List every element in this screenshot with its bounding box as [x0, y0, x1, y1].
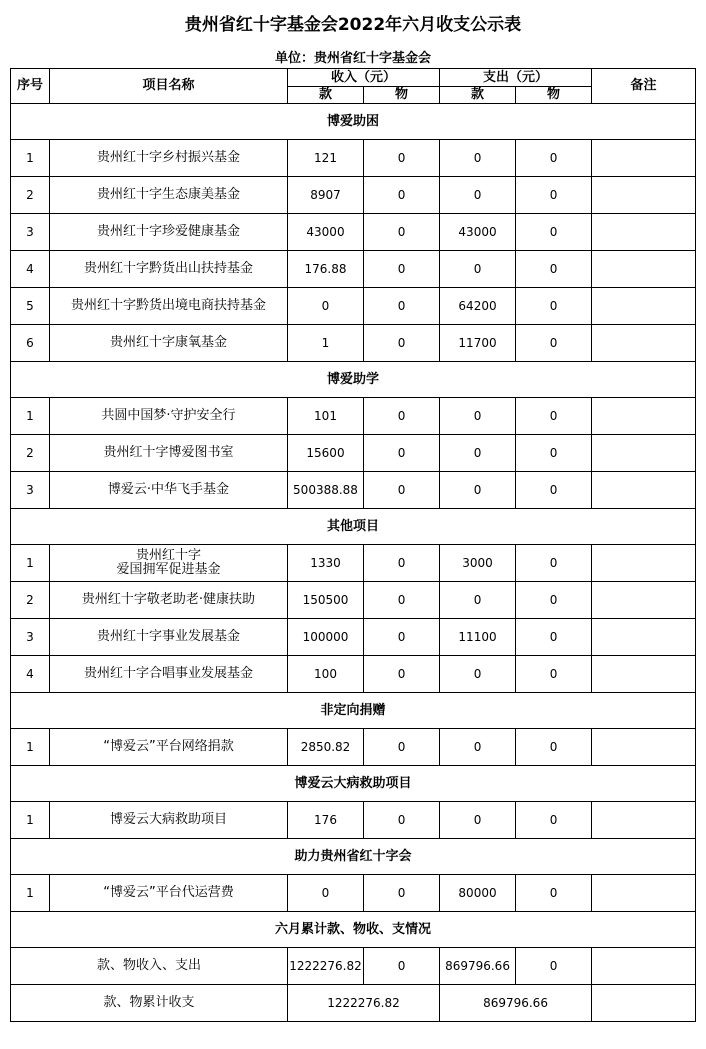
row-name [50, 325, 288, 362]
row-expense-money: 43000 [440, 214, 516, 251]
row-seq: 1 [11, 875, 50, 912]
row-remark [592, 582, 696, 619]
table-row [11, 398, 696, 435]
row-expense-goods: 0 [516, 288, 592, 325]
row-income-goods: 0 [364, 214, 440, 251]
summary-income-total: 1222276.82 [288, 985, 440, 1022]
row-expense-goods: 0 [516, 656, 592, 693]
row-name-text: 贵州红十字乡村振兴基金 [96, 150, 240, 165]
row-name-text: 贵州红十字黔货出山扶持基金 [83, 261, 253, 276]
row-name [50, 177, 288, 214]
row-name [50, 729, 288, 766]
row-expense-money: 0 [440, 435, 516, 472]
row-income-goods: 0 [364, 582, 440, 619]
section-title: 其他项目 [11, 509, 696, 545]
summary-total-label: 款、物累计收支 [11, 985, 288, 1022]
row-name-text: 共圆中国梦·守护安全行 [101, 408, 236, 423]
row-expense-money: 11100 [440, 619, 516, 656]
header-income-goods: 物 [364, 87, 440, 104]
row-income-money: 2850.82 [288, 729, 364, 766]
row-remark [592, 619, 696, 656]
row-income-money: 176 [288, 802, 364, 839]
row-seq: 1 [11, 545, 50, 582]
section-title: 博爱云大病救助项目 [11, 766, 696, 802]
row-income-money: 100000 [288, 619, 364, 656]
row-name-text: 贵州红十字敬老助老·健康扶助 [81, 592, 256, 607]
row-remark [592, 875, 696, 912]
row-name [50, 545, 288, 582]
section-title: 非定向捐赠 [11, 693, 696, 729]
row-name-text: “博爱云”平台网络捐款 [103, 739, 234, 754]
finance-table [10, 68, 696, 1022]
page-title: 贵州省红十字基金会2022年六月收支公示表 [184, 15, 522, 35]
row-expense-goods: 0 [516, 251, 592, 288]
header-seq: 序号 [11, 69, 50, 104]
row-expense-money: 0 [440, 729, 516, 766]
row-name-text: 贵州红十字黔货出境电商扶持基金 [70, 298, 266, 313]
row-income-money: 150500 [288, 582, 364, 619]
row-income-money: 43000 [288, 214, 364, 251]
row-expense-money: 11700 [440, 325, 516, 362]
table-row [11, 582, 696, 619]
row-income-money: 176.88 [288, 251, 364, 288]
table-row [11, 802, 696, 839]
row-seq: 1 [11, 140, 50, 177]
table-row [11, 140, 696, 177]
section-row [11, 104, 696, 140]
row-income-goods: 0 [364, 545, 440, 582]
row-name-text: 贵州红十字合唱事业发展基金 [83, 666, 253, 681]
row-seq: 6 [11, 325, 50, 362]
table-row [11, 619, 696, 656]
row-remark [592, 288, 696, 325]
row-income-goods: 0 [364, 435, 440, 472]
row-name [50, 619, 288, 656]
table-row [11, 729, 696, 766]
row-income-money: 0 [288, 875, 364, 912]
section-row [11, 839, 696, 875]
section-row [11, 509, 696, 545]
row-expense-goods: 0 [516, 435, 592, 472]
row-seq: 2 [11, 435, 50, 472]
row-name [50, 288, 288, 325]
summary-total-row [11, 985, 696, 1022]
table-row [11, 214, 696, 251]
header-expense-money: 款 [440, 87, 516, 104]
header-expense: 支出（元） [440, 69, 592, 87]
row-income-money: 1330 [288, 545, 364, 582]
section-title: 助力贵州省红十字会 [11, 839, 696, 875]
row-name-text: 贵州红十字事业发展基金 [96, 629, 240, 644]
row-income-money: 100 [288, 656, 364, 693]
header-name: 项目名称 [50, 69, 288, 104]
row-name [50, 582, 288, 619]
summary-expense-goods: 0 [516, 948, 592, 985]
row-income-money: 8907 [288, 177, 364, 214]
row-income-money: 101 [288, 398, 364, 435]
row-name-text: 贵州红十字珍爱健康基金 [96, 224, 240, 239]
summary-section-row [11, 912, 696, 948]
row-name-text-line2: 爱国拥军促进基金 [116, 562, 221, 577]
row-expense-goods: 0 [516, 214, 592, 251]
row-remark [592, 140, 696, 177]
row-income-goods: 0 [364, 398, 440, 435]
row-name-text: 贵州红十字 [135, 548, 201, 563]
row-expense-money: 0 [440, 251, 516, 288]
row-income-goods: 0 [364, 325, 440, 362]
row-seq: 2 [11, 582, 50, 619]
row-name [50, 802, 288, 839]
row-name-text: “博爱云”平台代运营费 [103, 885, 234, 900]
header-income-money: 款 [288, 87, 364, 104]
row-name [50, 398, 288, 435]
row-name [50, 656, 288, 693]
row-income-goods: 0 [364, 619, 440, 656]
row-remark [592, 177, 696, 214]
row-income-goods: 0 [364, 177, 440, 214]
row-expense-money: 0 [440, 582, 516, 619]
row-income-goods: 0 [364, 729, 440, 766]
table-row [11, 251, 696, 288]
row-remark [592, 398, 696, 435]
row-seq: 1 [11, 398, 50, 435]
summary-row [11, 948, 696, 985]
row-name [50, 472, 288, 509]
header-row [11, 69, 696, 87]
row-expense-goods: 0 [516, 472, 592, 509]
row-expense-goods: 0 [516, 177, 592, 214]
summary-remark [592, 948, 696, 985]
row-expense-goods: 0 [516, 802, 592, 839]
row-income-goods: 0 [364, 251, 440, 288]
summary-title: 六月累计款、物收、支情况 [11, 912, 696, 948]
row-name-text: 博爱云·中华飞手基金 [107, 482, 230, 497]
row-expense-money: 64200 [440, 288, 516, 325]
row-name [50, 140, 288, 177]
summary-income-goods: 0 [364, 948, 440, 985]
row-name [50, 214, 288, 251]
summary-income-money: 1222276.82 [288, 948, 364, 985]
row-remark [592, 656, 696, 693]
table-row [11, 288, 696, 325]
row-expense-money: 0 [440, 140, 516, 177]
row-expense-money: 0 [440, 802, 516, 839]
row-income-money: 0 [288, 288, 364, 325]
table-row [11, 177, 696, 214]
row-seq: 5 [11, 288, 50, 325]
row-name-text: 博爱云大病救助项目 [109, 812, 227, 827]
table-row [11, 656, 696, 693]
header-income: 收入（元） [288, 69, 440, 87]
row-seq: 4 [11, 656, 50, 693]
row-income-goods: 0 [364, 875, 440, 912]
row-remark [592, 472, 696, 509]
row-income-goods: 0 [364, 140, 440, 177]
row-name [50, 251, 288, 288]
table-row [11, 545, 696, 582]
row-remark [592, 251, 696, 288]
row-seq: 1 [11, 729, 50, 766]
table-row [11, 435, 696, 472]
summary-total-remark [592, 985, 696, 1022]
row-expense-goods: 0 [516, 875, 592, 912]
row-remark [592, 214, 696, 251]
row-expense-money: 0 [440, 472, 516, 509]
row-income-goods: 0 [364, 656, 440, 693]
row-expense-goods: 0 [516, 619, 592, 656]
table-row [11, 472, 696, 509]
row-seq: 1 [11, 802, 50, 839]
row-expense-money: 3000 [440, 545, 516, 582]
row-seq: 2 [11, 177, 50, 214]
section-row [11, 693, 696, 729]
row-expense-goods: 0 [516, 398, 592, 435]
section-row [11, 766, 696, 802]
row-income-money: 15600 [288, 435, 364, 472]
summary-expense-money: 869796.66 [440, 948, 516, 985]
row-name-text: 贵州红十字生态康美基金 [96, 187, 240, 202]
row-expense-money: 0 [440, 177, 516, 214]
row-seq: 3 [11, 619, 50, 656]
section-title: 博爱助学 [11, 362, 696, 398]
row-remark [592, 729, 696, 766]
row-expense-money: 0 [440, 656, 516, 693]
row-name-text: 贵州红十字康氧基金 [109, 335, 227, 350]
row-remark [592, 802, 696, 839]
table-row [11, 325, 696, 362]
row-expense-money: 80000 [440, 875, 516, 912]
unit-label: 单位：贵州省红十字基金会 [274, 51, 431, 66]
row-seq: 3 [11, 472, 50, 509]
row-seq: 3 [11, 214, 50, 251]
summary-expense-total: 869796.66 [440, 985, 592, 1022]
row-income-money: 121 [288, 140, 364, 177]
row-income-money: 500388.88 [288, 472, 364, 509]
row-seq: 4 [11, 251, 50, 288]
header-remark: 备注 [592, 69, 696, 104]
row-expense-goods: 0 [516, 140, 592, 177]
row-income-goods: 0 [364, 802, 440, 839]
section-row [11, 362, 696, 398]
section-title: 博爱助困 [11, 104, 696, 140]
row-expense-money: 0 [440, 398, 516, 435]
row-income-goods: 0 [364, 288, 440, 325]
row-name [50, 435, 288, 472]
header-expense-goods: 物 [516, 87, 592, 104]
row-income-money: 1 [288, 325, 364, 362]
row-remark [592, 545, 696, 582]
table-row [11, 875, 696, 912]
row-name-text: 贵州红十字博爱图书室 [103, 445, 234, 460]
row-expense-goods: 0 [516, 325, 592, 362]
row-expense-goods: 0 [516, 545, 592, 582]
table-body [11, 69, 696, 1022]
row-name [50, 875, 288, 912]
row-expense-goods: 0 [516, 729, 592, 766]
row-income-goods: 0 [364, 472, 440, 509]
summary-label: 款、物收入、支出 [11, 948, 288, 985]
row-remark [592, 325, 696, 362]
row-expense-goods: 0 [516, 582, 592, 619]
row-remark [592, 435, 696, 472]
